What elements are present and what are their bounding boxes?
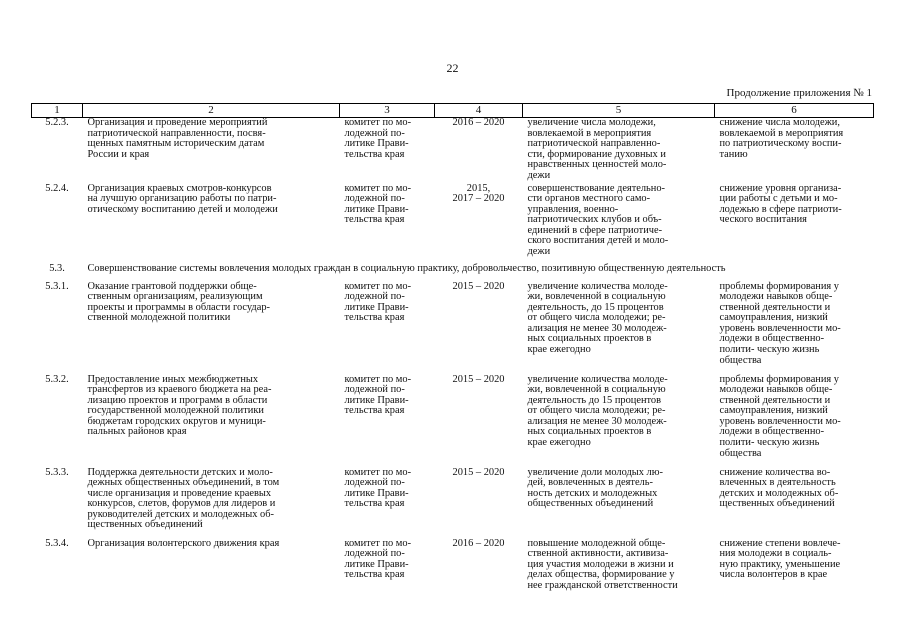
executor-cell-text: комитет по мо- лодежной по- литике Прави- тельства края xyxy=(344,280,412,324)
column-header: 6 xyxy=(715,104,874,118)
executor-cell xyxy=(340,118,435,184)
result-cell xyxy=(523,375,715,468)
years-cell-text: 2015 – 2020 xyxy=(452,466,505,478)
appendix-table xyxy=(31,103,874,599)
executor-cell-text: комитет по мо- лодежной по- литике Прави- тельства края xyxy=(344,537,412,581)
table-row xyxy=(32,118,874,184)
activity-cell-text: Организация и проведение мероприятий патриотической направленности, посвя- щенных памятным историческим датам России и края xyxy=(87,117,268,160)
years-cell xyxy=(435,375,523,468)
risk-cell-text: проблемы формирования у молодежи навыков обще- ственной деятельности и самоуправления, низкий уровень вовлеченности мо- лодежи в общественно- полити- ческую жизнь общества xyxy=(719,373,841,459)
risk-cell xyxy=(715,375,874,468)
section-number-cell xyxy=(32,264,83,282)
column-number-row xyxy=(32,104,874,118)
activity-cell-text: Поддержка деятельности детских и моло- дежных общественных объединений, в том числе организация и проведение краевых конкурсов, слетов, форумов для лидеров и руководителей детских и молодежных об- щественных объединений xyxy=(87,466,280,531)
executor-cell xyxy=(340,468,435,539)
item-number-cell xyxy=(32,282,83,375)
risk-cell xyxy=(715,184,874,264)
risk-cell-text: снижение числа молодежи, вовлекаемой в мероприятия по патриотическому воспи- танию xyxy=(719,117,844,160)
item-number-cell-text: 5.3.3. xyxy=(45,466,69,478)
result-cell xyxy=(523,282,715,375)
years-cell-text: 2015, 2017 – 2020 xyxy=(452,182,505,205)
item-number-cell-text: 5.3.2. xyxy=(45,373,69,385)
risk-cell xyxy=(715,282,874,375)
activity-cell xyxy=(83,375,340,468)
activity-cell xyxy=(83,118,340,184)
years-cell-text: 2016 – 2020 xyxy=(452,117,505,128)
item-number-cell-text: 5.3.4. xyxy=(45,537,69,549)
item-number-cell-text: 5.2.4. xyxy=(45,182,69,194)
risk-cell-text: проблемы формирования у молодежи навыков обще- ственной деятельности и самоуправления, низкий уровень вовлеченности мо- лодежи в общественно- полити- ческую жизнь общества xyxy=(719,280,841,366)
risk-cell xyxy=(715,468,874,539)
executor-cell xyxy=(340,184,435,264)
result-cell-text: повышение молодежной обще- ственной активности, активиза- ция участия молодежи в жизни и делах общества, формирование у нее гражданской ответственности xyxy=(527,537,678,591)
executor-cell-text: комитет по мо- лодежной по- литике Прави- тельства края xyxy=(344,182,412,226)
activity-cell xyxy=(83,282,340,375)
item-number-cell xyxy=(32,184,83,264)
section-number-cell-text: 5.3. xyxy=(49,262,65,274)
table-row xyxy=(32,375,874,468)
result-cell xyxy=(523,468,715,539)
table-header xyxy=(32,104,874,118)
result-cell-text: совершенствование деятельно- сти органов местного само- управления, военно- патриотических клубов и объ- единений в сфере патриотиче- ского воспитания детей и моло- дежи xyxy=(527,182,669,258)
item-number-cell-text: 5.2.3. xyxy=(45,117,69,128)
column-header: 5 xyxy=(523,104,715,118)
risk-cell xyxy=(715,118,874,184)
item-number-cell xyxy=(32,375,83,468)
page-number: 22 xyxy=(446,61,459,75)
years-cell-text: 2015 – 2020 xyxy=(452,280,505,292)
result-cell xyxy=(523,184,715,264)
years-cell xyxy=(435,282,523,375)
result-cell-text: увеличение числа молодежи, вовлекаемой в мероприятия патриотической направленно- сти, формирование духовных и нравственных ценностей моло- дежи xyxy=(527,117,667,181)
result-cell xyxy=(523,539,715,599)
result-cell-text: увеличение количества молоде- жи, вовлеченной в социальную деятельность до 15 процентов от общего числа молодежи; ре- ализация не менее 30 молодеж- ных социальных проектов в крае ежегодно xyxy=(527,373,668,449)
result-cell xyxy=(523,118,715,184)
table-row xyxy=(32,184,874,264)
executor-cell xyxy=(340,539,435,599)
table-row xyxy=(32,468,874,539)
column-header: 1 xyxy=(32,104,83,118)
section-row xyxy=(32,264,874,282)
activity-cell-text: Организация волонтерского движения края xyxy=(87,537,280,549)
column-header: 3 xyxy=(340,104,435,118)
item-number-cell xyxy=(32,468,83,539)
item-number-cell xyxy=(32,118,83,184)
activity-cell xyxy=(83,539,340,599)
activity-cell-text: Организация краевых смотров-конкурсов на лучшую организацию работы по патри- отическому воспитанию детей и молодежи xyxy=(87,182,278,215)
table-body xyxy=(32,118,874,599)
years-cell-text: 2016 – 2020 xyxy=(452,537,505,549)
executor-cell-text: комитет по мо- лодежной по- литике Прави- тельства края xyxy=(344,117,412,160)
executor-cell-text: комитет по мо- лодежной по- литике Прави- тельства края xyxy=(344,373,412,417)
years-cell xyxy=(435,118,523,184)
years-cell xyxy=(435,468,523,539)
executor-cell xyxy=(340,282,435,375)
table-row xyxy=(32,282,874,375)
risk-cell xyxy=(715,539,874,599)
risk-cell-text: снижение количества во- влеченных в деятельность детских и молодежных об- щественных объединений xyxy=(719,466,839,510)
item-number-cell-text: 5.3.1. xyxy=(45,280,69,292)
table-row xyxy=(32,539,874,599)
years-cell xyxy=(435,184,523,264)
continuation-label: Продолжение приложения № 1 xyxy=(726,87,872,99)
risk-cell-text: снижение уровня организа- ции работы с детьми и мо- лодежью в сфере патриоти- ческого воспитания xyxy=(719,182,842,226)
risk-cell-text: снижение степени вовлече- ния молодежи в социаль- ную практику, уменьшение числа волонтеров в крае xyxy=(719,537,841,581)
result-cell-text: увеличение количества молоде- жи, вовлеченной в социальную деятельность, до 15 процентов от общего числа молодежи; ре- ализация не менее 30 молодеж- ных социальных проектов в крае ежегодно xyxy=(527,280,668,356)
result-cell-text: увеличение доли молодых лю- дей, вовлеченных в деятель- ность детских и молодежных общественных объединений xyxy=(527,466,663,510)
column-header: 4 xyxy=(435,104,523,118)
activity-cell-text: Оказание грантовой поддержки обще- ственным организациям, реализующим проекты и программы в области государ- ственной молодежной политики xyxy=(87,280,270,324)
years-cell xyxy=(435,539,523,599)
activity-cell-text: Предоставление иных межбюджетных трансфертов из краевого бюджета на реа- лизацию проектов и программ в области государственной молодежной политики бюджетам городских округов и муници- пальных районов края xyxy=(87,373,272,438)
section-title-cell-text: Совершенствование системы вовлечения молодых граждан в социальную практику, добровольчество, позитивную общественную деятельность xyxy=(87,262,726,274)
executor-cell-text: комитет по мо- лодежной по- литике Прави- тельства края xyxy=(344,466,412,510)
section-title-cell xyxy=(83,264,874,282)
column-header: 2 xyxy=(83,104,340,118)
executor-cell xyxy=(340,375,435,468)
years-cell-text: 2015 – 2020 xyxy=(452,373,505,385)
activity-cell xyxy=(83,468,340,539)
item-number-cell xyxy=(32,539,83,599)
activity-cell xyxy=(83,184,340,264)
